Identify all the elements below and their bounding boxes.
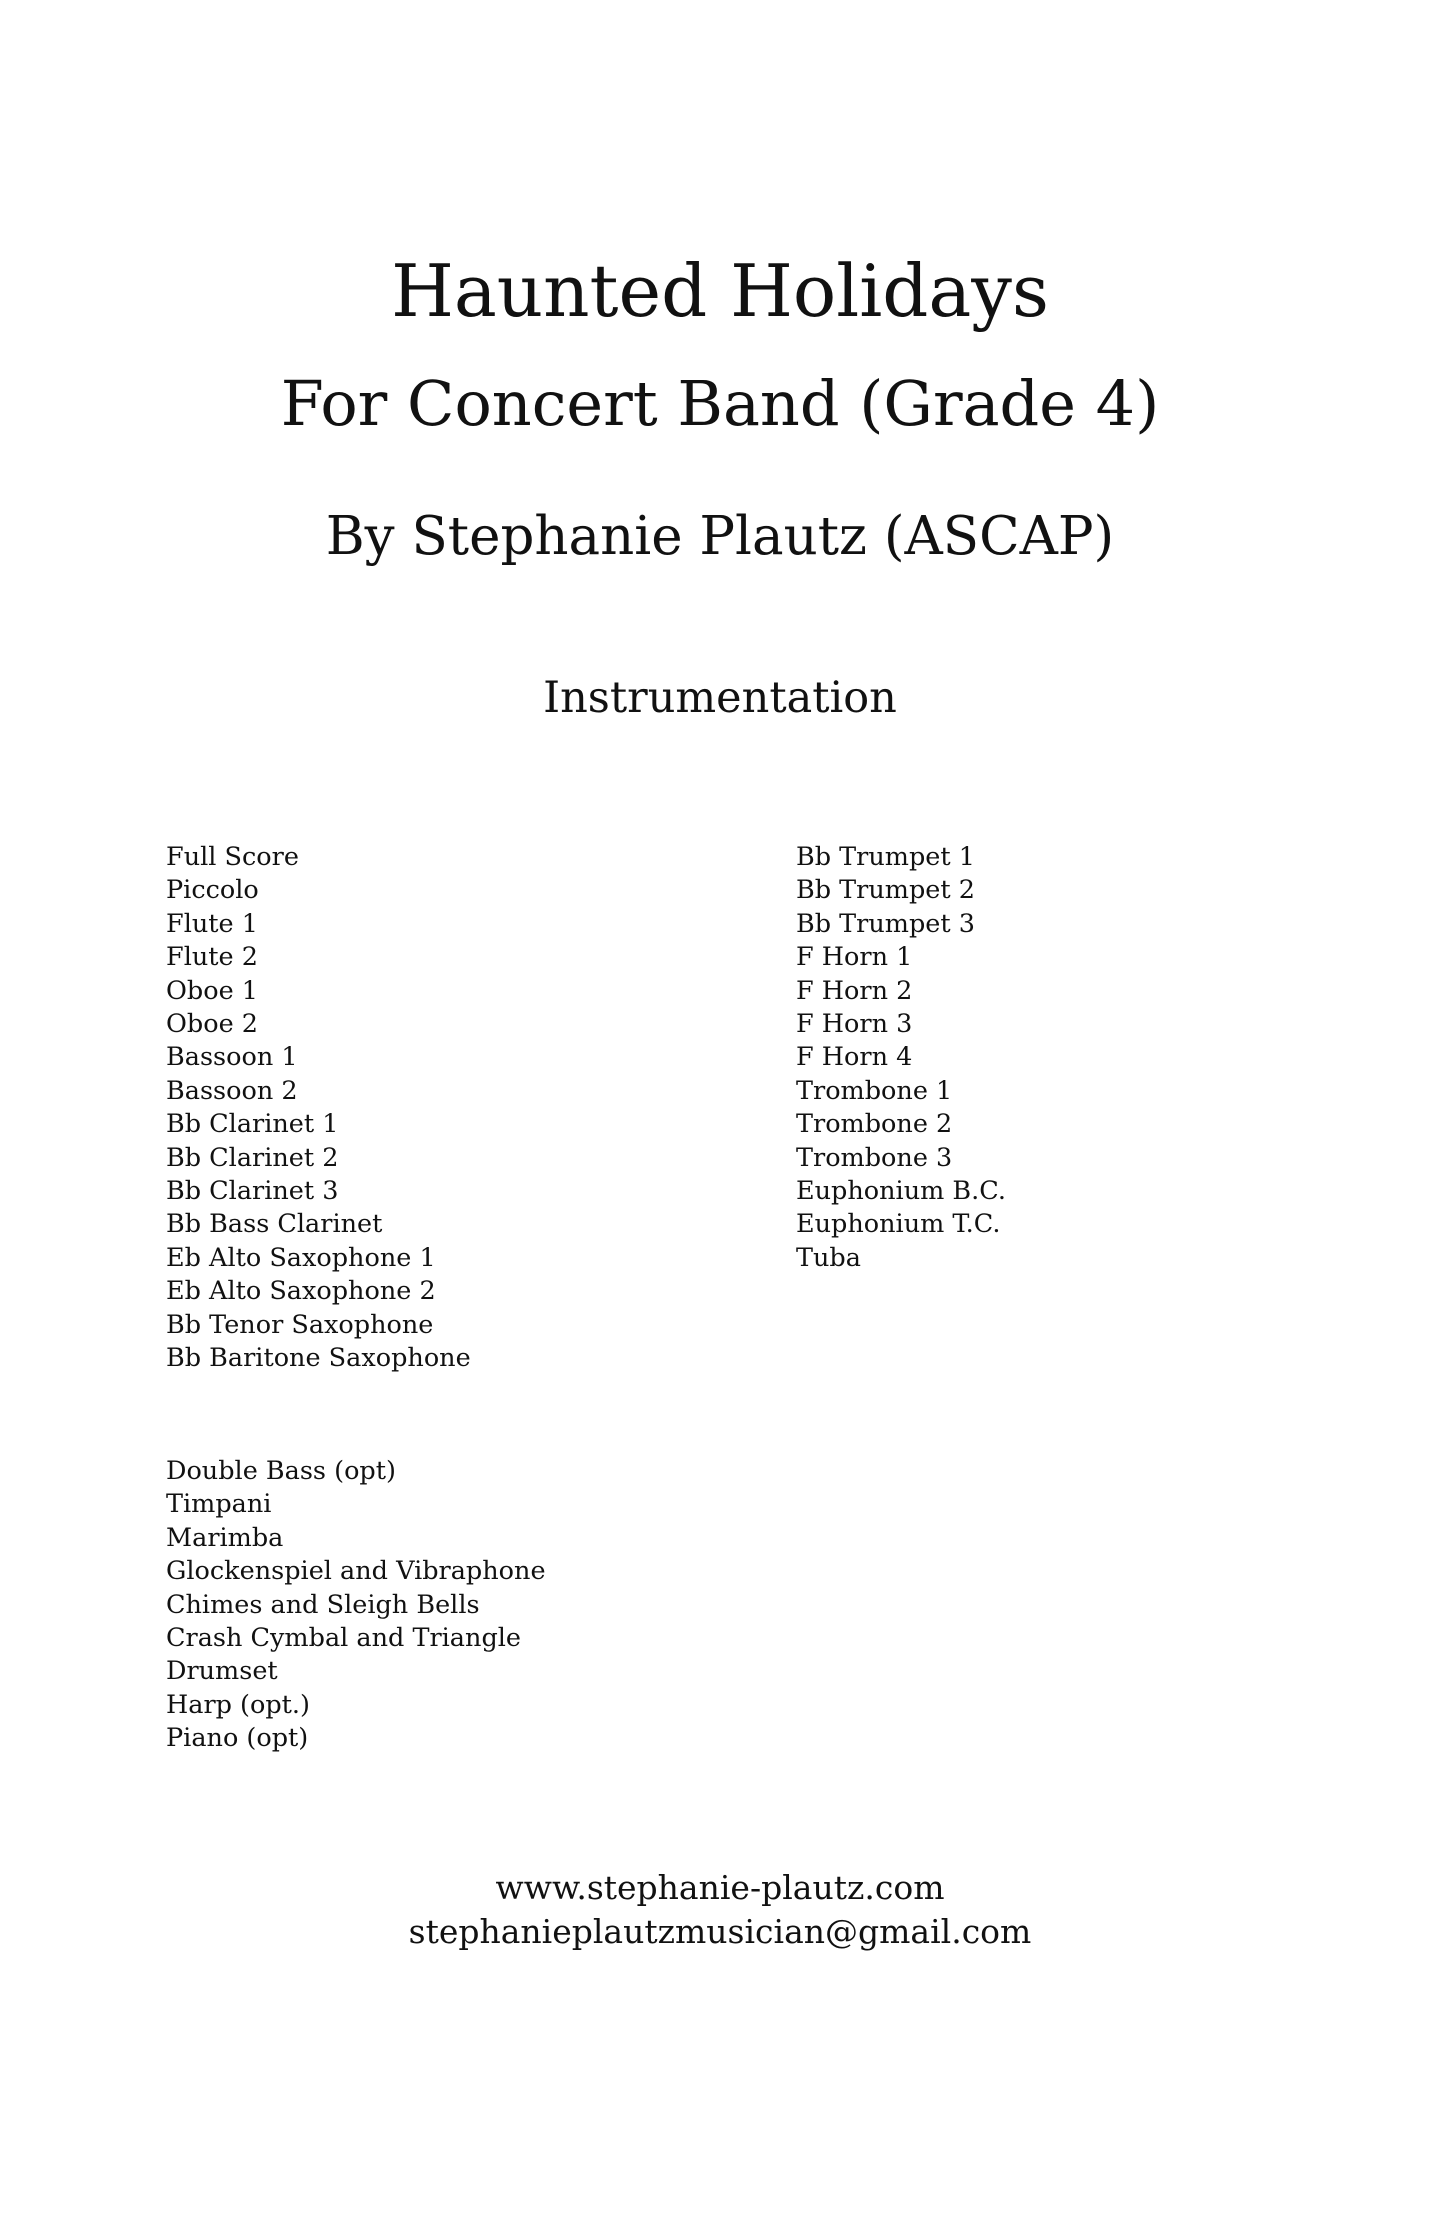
instrument-part-item: Marimba (166, 1522, 284, 1553)
percussion-parts-list (166, 1455, 546, 1756)
instrument-part-item: Euphonium T.C. (796, 1209, 1001, 1240)
instrument-part-item: Bb Clarinet 1 (166, 1109, 339, 1140)
website-link[interactable]: www.stephanie-plautz.com (495, 1868, 945, 1907)
instrument-part-item: Crash Cymbal and Triangle (166, 1623, 522, 1654)
instrument-part-item: Harp (opt.) (166, 1689, 310, 1720)
instrument-part-item: Bb Baritone Saxophone (166, 1343, 471, 1374)
instrument-part-item: Tuba (796, 1242, 861, 1273)
composer-credit: By Stephanie Plautz (ASCAP) (325, 506, 1115, 567)
instrument-part-item: Piccolo (166, 875, 259, 906)
instrument-part-item: Flute 2 (166, 942, 258, 973)
instrument-part-item: Trombone 3 (796, 1142, 953, 1173)
instrument-part-item: Timpani (166, 1489, 272, 1520)
instrument-part-item: Bassoon 1 (166, 1042, 298, 1073)
instrument-part-item: Euphonium B.C. (796, 1176, 1006, 1207)
brass-parts-list (796, 841, 1006, 1275)
instrument-part-item: Flute 1 (166, 908, 258, 939)
woodwind-parts-list (166, 841, 471, 1376)
contact-block (0, 1866, 1440, 1954)
instrument-part-item: Bb Trumpet 1 (796, 842, 975, 872)
instrument-part-item: F Horn 2 (796, 975, 913, 1006)
instrument-part-item: F Horn 1 (796, 942, 913, 973)
ensemble-subtitle: For Concert Band (Grade 4) (280, 367, 1160, 440)
instrument-part-item: F Horn 3 (796, 1009, 913, 1040)
instrument-part-item: Drumset (166, 1656, 278, 1687)
instrument-part-item: Piano (opt) (166, 1723, 309, 1754)
piece-title: Haunted Holidays (391, 249, 1049, 333)
instrument-part-item: Bb Clarinet 2 (166, 1142, 339, 1173)
instrument-part-item: Trombone 2 (796, 1109, 953, 1140)
instrument-part-item: Bb Bass Clarinet (166, 1209, 383, 1240)
instrument-part-item: Oboe 2 (166, 1009, 259, 1040)
instrumentation-heading: Instrumentation (543, 673, 897, 723)
instrument-part-item: Glockenspiel and Vibraphone (166, 1556, 546, 1587)
instrument-part-item: Bb Tenor Saxophone (166, 1309, 434, 1340)
instrument-part-item: Trombone 1 (796, 1075, 953, 1106)
instrument-part-item: Bb Trumpet 2 (796, 875, 975, 906)
instrument-part-item: Eb Alto Saxophone 2 (166, 1276, 436, 1307)
instrument-part-item: F Horn 4 (796, 1042, 913, 1073)
instrument-part-item: Oboe 1 (166, 975, 259, 1006)
instrument-part-item: Bb Trumpet 3 (796, 908, 975, 939)
instrument-part-item: Full Score (166, 842, 299, 872)
instrument-part-item: Double Bass (opt) (166, 1456, 396, 1486)
instrument-part-item: Eb Alto Saxophone 1 (166, 1242, 436, 1273)
instrument-part-item: Bassoon 2 (166, 1075, 298, 1106)
instrument-part-item: Chimes and Sleigh Bells (166, 1589, 480, 1620)
email-link[interactable]: stephanieplautzmusician@gmail.com (408, 1912, 1032, 1951)
instrument-part-item: Bb Clarinet 3 (166, 1176, 339, 1207)
